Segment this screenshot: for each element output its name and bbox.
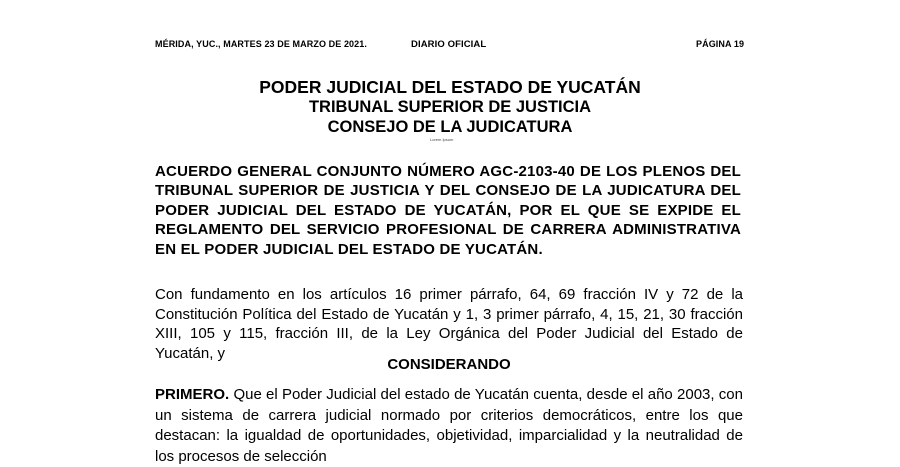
- tiny-text: Lorem Ipsum: [430, 137, 454, 142]
- header-publication: DIARIO OFICIAL: [411, 39, 487, 50]
- header-page-number: PÁGINA 19: [696, 39, 745, 49]
- header-date: MÉRIDA, YUC., MARTES 23 DE MARZO DE 2021.: [155, 39, 367, 49]
- primero-text: Que el Poder Judicial del estado de Yucatán cuenta, desde el año 2003, con un sistema de carrera judicial normado por criterios democráticos, entre los que destacan: la igualdad de oportunidades, objetividad, imparcialidad y la neutralidad de los procesos de selección: [155, 386, 743, 465]
- legal-basis-paragraph: Con fundamento en los artículos 16 primer párrafo, 64, 69 fracción IV y 72 de la Constitución Política del Estado de Yucatán y 1, 3 primer párrafo, 4, 15, 21, 30 fracción XIII, 105 y 115, fracción III, de la Ley Orgánica del Poder Judicial del Estado de Yucatán, y: [155, 286, 743, 362]
- agreement-title: ACUERDO GENERAL CONJUNTO NÚMERO AGC-2103-40 DE LOS PLENOS DEL TRIBUNAL SUPERIOR DE JUSTICIA Y DEL CONSEJO DE LA JUDICATURA DEL PODER JUDICIAL DEL ESTADO DE YUCATÁN, POR EL QUE SE EXPIDE EL REGLAMENTO DEL SERVICIO PROFESIONAL DE CARRERA ADMINISTRATIVA EN EL PODER JUDICIAL DEL ESTADO DE YUCATÁN.: [155, 163, 741, 258]
- institution-name: PODER JUDICIAL DEL ESTADO DE YUCATÁN: [259, 77, 641, 97]
- tribunal-name: TRIBUNAL SUPERIOR DE JUSTICIA: [308, 98, 592, 116]
- considerando-heading: CONSIDERANDO: [387, 356, 511, 373]
- primero-label: PRIMERO.: [155, 386, 230, 403]
- council-name: CONSEJO DE LA JUDICATURA: [327, 118, 573, 136]
- primero-paragraph: [155, 385, 743, 467]
